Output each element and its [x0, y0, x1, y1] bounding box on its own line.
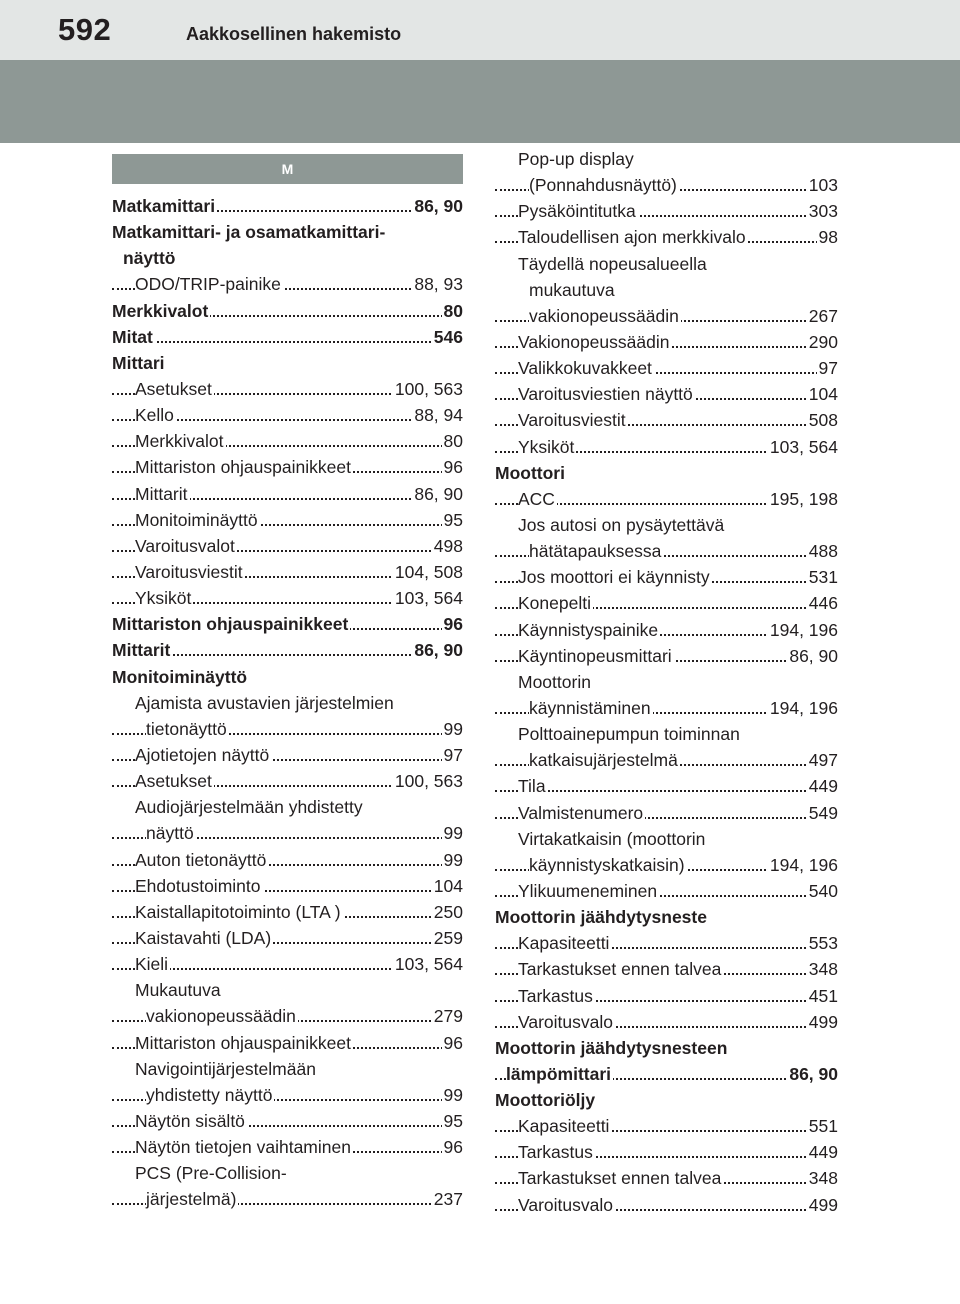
entry-term: Asetukset — [135, 768, 214, 794]
entry-pages: 96 — [442, 454, 463, 480]
entry-pages: 80 — [442, 298, 463, 324]
entry-term: Jos autosi on pysäytettävä — [518, 512, 726, 538]
entry-term: Matkamittari — [112, 193, 217, 219]
entry-term: Mittarit — [112, 637, 172, 663]
entry-pages: 499 — [807, 1192, 838, 1218]
index-entry — [112, 951, 463, 977]
entry-term: Kapasiteetti — [518, 1113, 611, 1139]
entry-pages: 104, 508 — [393, 559, 463, 585]
entry-pages: 97 — [817, 355, 838, 381]
entry-pages: 303 — [807, 198, 838, 224]
entry-term: Valikkokuvakkeet — [518, 355, 654, 381]
entry-term: käynnistäminen — [529, 695, 653, 721]
entry-pages: 86, 90 — [412, 481, 463, 507]
entry-term: Ehdotustoiminto — [135, 873, 263, 899]
index-entry — [495, 695, 838, 721]
index-entry — [112, 1134, 463, 1160]
index-entry — [495, 1035, 838, 1061]
entry-pages: 80 — [442, 428, 463, 454]
index-entry — [112, 925, 463, 951]
index-entry — [495, 329, 838, 355]
index-entry — [112, 219, 463, 245]
entry-term: Moottori — [495, 460, 567, 486]
index-entry — [112, 324, 463, 350]
index-entry — [495, 669, 838, 695]
entry-term: Polttoainepumpun toiminnan — [518, 721, 742, 747]
entry-term: Yksiköt — [135, 585, 193, 611]
index-entry — [112, 298, 463, 324]
entry-pages: 86, 90 — [412, 637, 463, 663]
entry-term: Moottorin jäähdytysneste — [495, 904, 709, 930]
index-entry — [112, 768, 463, 794]
index-entry — [495, 930, 838, 956]
index-entry — [495, 800, 838, 826]
entry-term: hätätapauksessa — [529, 538, 663, 564]
index-entry — [112, 977, 463, 1003]
index-entry — [495, 956, 838, 982]
entry-pages: 195, 198 — [768, 486, 838, 512]
index-entry — [112, 533, 463, 559]
entry-pages: 499 — [807, 1009, 838, 1035]
index-entry — [495, 590, 838, 616]
entry-term: Varoitusvalot — [135, 533, 237, 559]
entry-term: Virtakatkaisin (moottorin — [518, 826, 707, 852]
entry-term: Monitoiminäyttö — [135, 507, 260, 533]
entry-pages: 104 — [432, 873, 463, 899]
index-entry — [112, 507, 463, 533]
index-entry — [495, 747, 838, 773]
entry-pages: 531 — [807, 564, 838, 590]
entry-term: Mittariston ohjauspainikkeet — [135, 454, 353, 480]
entry-pages: 99 — [442, 820, 463, 846]
entry-term: Varoitusvalo — [518, 1009, 615, 1035]
index-entry — [112, 716, 463, 742]
index-entry — [112, 481, 463, 507]
entry-term: Näytön tietojen vaihtaminen — [135, 1134, 353, 1160]
entry-pages: 86, 90 — [412, 193, 463, 219]
entry-term: lämpömittari — [506, 1061, 613, 1087]
entry-term: ACC — [518, 486, 557, 512]
entry-term: Merkkivalot — [112, 298, 210, 324]
entry-term: Täydellä nopeusalueella — [518, 251, 709, 277]
entry-pages: 451 — [807, 983, 838, 1009]
entry-term: Audiojärjestelmään yhdistetty — [135, 794, 365, 820]
entry-pages: 446 — [807, 590, 838, 616]
entry-pages: 488 — [807, 538, 838, 564]
entry-term: käynnistyskatkaisin) — [529, 852, 687, 878]
index-entry — [495, 1061, 838, 1087]
index-entry — [495, 381, 838, 407]
page-number: 592 — [58, 12, 112, 47]
entry-pages: 540 — [807, 878, 838, 904]
entry-term: Pop-up display — [518, 146, 636, 172]
entry-pages: 99 — [442, 716, 463, 742]
index-entry — [112, 428, 463, 454]
index-entry — [495, 643, 838, 669]
index-entry — [495, 407, 838, 433]
index-entry — [112, 350, 463, 376]
entry-pages: 259 — [432, 925, 463, 951]
entry-term: Konepelti — [518, 590, 593, 616]
index-entry — [495, 1165, 838, 1191]
entry-term: yhdistetty näyttö — [146, 1082, 274, 1108]
page-header — [0, 0, 960, 60]
index-entry — [112, 847, 463, 873]
entry-term: Käynnistyspainike — [518, 617, 660, 643]
entry-term: PCS (Pre-Collision- — [135, 1160, 289, 1186]
index-entry — [112, 873, 463, 899]
entry-pages: 267 — [807, 303, 838, 329]
entry-term: Näytön sisältö — [135, 1108, 247, 1134]
index-entry — [112, 376, 463, 402]
entry-pages: 99 — [442, 847, 463, 873]
entry-pages: 100, 563 — [393, 376, 463, 402]
entry-pages: 250 — [432, 899, 463, 925]
header-band — [0, 60, 960, 143]
entry-pages: 96 — [442, 1134, 463, 1160]
index-entry — [495, 1113, 838, 1139]
entry-term: Varoitusviestien näyttö — [518, 381, 695, 407]
index-entry — [112, 1108, 463, 1134]
entry-pages: 237 — [432, 1186, 463, 1212]
index-entry — [495, 277, 838, 303]
section-title: Aakkosellinen hakemisto — [186, 24, 402, 44]
entry-pages: 86, 90 — [787, 643, 838, 669]
index-list-left — [112, 193, 463, 1212]
index-entry — [112, 1186, 463, 1212]
index-entry — [495, 460, 838, 486]
index-entry — [495, 852, 838, 878]
entry-pages: 95 — [442, 507, 463, 533]
index-entry — [495, 564, 838, 590]
index-entry — [112, 193, 463, 219]
entry-pages: 99 — [442, 1082, 463, 1108]
entry-pages: 549 — [807, 800, 838, 826]
entry-pages: 348 — [807, 1165, 838, 1191]
entry-pages: 508 — [807, 407, 838, 433]
index-entry — [495, 1009, 838, 1035]
entry-term: Moottorin — [518, 669, 593, 695]
index-entry — [112, 899, 463, 925]
entry-pages: 98 — [817, 224, 838, 250]
index-entry — [112, 1082, 463, 1108]
entry-pages: 88, 93 — [412, 271, 463, 297]
entry-term: Mitat — [112, 324, 155, 350]
entry-term: Ajotietojen näyttö — [135, 742, 271, 768]
entry-term: katkaisujärjestelmä — [529, 747, 680, 773]
index-entry — [112, 820, 463, 846]
entry-term: Tarkastukset ennen talvea — [518, 956, 723, 982]
entry-term: vakionopeussäädin — [146, 1003, 298, 1029]
entry-pages: 553 — [807, 930, 838, 956]
entry-term: Monitoiminäyttö — [112, 664, 249, 690]
index-entry — [112, 245, 463, 271]
letter-heading: M — [112, 154, 463, 184]
index-entry — [112, 611, 463, 637]
entry-pages: 551 — [807, 1113, 838, 1139]
entry-pages: 497 — [807, 747, 838, 773]
index-entry — [112, 1030, 463, 1056]
entry-term: näyttö — [146, 820, 196, 846]
index-entry — [495, 303, 838, 329]
entry-pages: 103, 564 — [393, 585, 463, 611]
entry-pages: 86, 90 — [787, 1061, 838, 1087]
entry-term: Moottorin jäähdytysnesteen — [495, 1035, 729, 1061]
entry-pages: 100, 563 — [393, 768, 463, 794]
index-entry — [495, 224, 838, 250]
entry-term: Valmistenumero — [518, 800, 645, 826]
entry-pages: 449 — [807, 1139, 838, 1165]
index-entry — [112, 690, 463, 716]
entry-term: Navigointijärjestelmään — [135, 1056, 318, 1082]
entry-pages: 498 — [432, 533, 463, 559]
index-entry — [112, 559, 463, 585]
entry-term: Merkkivalot — [135, 428, 226, 454]
index-entry — [495, 878, 838, 904]
index-entry — [495, 355, 838, 381]
entry-pages: 546 — [432, 324, 463, 350]
entry-term: Pysäköintitutka — [518, 198, 638, 224]
entry-term: Varoitusvalo — [518, 1192, 615, 1218]
entry-term: Moottoriöljy — [495, 1087, 597, 1113]
entry-term: Asetukset — [135, 376, 214, 402]
entry-term: Mittariston ohjauspainikkeet — [112, 611, 350, 637]
entry-term: tietonäyttö — [146, 716, 229, 742]
entry-term: Matkamittari- ja osamatkamittari- — [112, 219, 387, 245]
index-entry — [112, 402, 463, 428]
entry-term: Tarkastukset ennen talvea — [518, 1165, 723, 1191]
index-entry — [495, 198, 838, 224]
index-entry — [112, 585, 463, 611]
entry-pages: 104 — [807, 381, 838, 407]
index-entry — [495, 721, 838, 747]
entry-pages: 97 — [442, 742, 463, 768]
entry-term: Kello — [135, 402, 176, 428]
entry-pages: 103 — [807, 172, 838, 198]
entry-pages: 88, 94 — [412, 402, 463, 428]
index-entry — [495, 434, 838, 460]
entry-pages: 449 — [807, 773, 838, 799]
index-entry — [495, 172, 838, 198]
entry-term: näyttö — [123, 245, 178, 271]
index-entry — [495, 1192, 838, 1218]
index-entry — [495, 773, 838, 799]
index-entry — [495, 1087, 838, 1113]
entry-term: vakionopeussäädin — [529, 303, 681, 329]
entry-pages: 279 — [432, 1003, 463, 1029]
entry-term: Taloudellisen ajon merkkivalo — [518, 224, 748, 250]
entry-term: Tila — [518, 773, 548, 799]
index-entry — [495, 617, 838, 643]
entry-pages: 103, 564 — [393, 951, 463, 977]
entry-pages: 95 — [442, 1108, 463, 1134]
index-entry — [495, 1139, 838, 1165]
entry-term: (Ponnahdusnäyttö) — [529, 172, 679, 198]
index-entry — [112, 271, 463, 297]
entry-pages: 194, 196 — [768, 695, 838, 721]
entry-term: Yksiköt — [518, 434, 576, 460]
entry-pages: 290 — [807, 329, 838, 355]
entry-term: Varoitusviestit — [135, 559, 245, 585]
entry-term: Kaistavahti (LDA) — [135, 925, 273, 951]
entry-pages: 194, 196 — [768, 617, 838, 643]
index-entry — [495, 904, 838, 930]
index-entry — [495, 538, 838, 564]
index-entry — [112, 454, 463, 480]
entry-pages: 348 — [807, 956, 838, 982]
index-entry — [112, 1003, 463, 1029]
entry-term: järjestelmä) — [146, 1186, 238, 1212]
entry-term: Mukautuva — [135, 977, 223, 1003]
entry-pages: 96 — [442, 1030, 463, 1056]
index-list-right — [495, 146, 838, 1218]
entry-term: Mittarit — [135, 481, 190, 507]
entry-term: Tarkastus — [518, 983, 595, 1009]
index-entry — [495, 512, 838, 538]
entry-term: mukautuva — [529, 277, 617, 303]
index-entry — [112, 1056, 463, 1082]
entry-term: Ylikuumeneminen — [518, 878, 659, 904]
entry-term: Käyntinopeusmittari — [518, 643, 674, 669]
entry-pages: 96 — [442, 611, 463, 637]
entry-pages: 194, 196 — [768, 852, 838, 878]
entry-term: ODO/TRIP-painike — [135, 271, 283, 297]
entry-term: Mittariston ohjauspainikkeet — [135, 1030, 353, 1056]
index-entry — [495, 826, 838, 852]
index-entry — [495, 251, 838, 277]
index-entry — [112, 794, 463, 820]
entry-term: Kaistallapitotoiminto (LTA ) — [135, 899, 343, 925]
entry-term: Kieli — [135, 951, 170, 977]
entry-term: Mittari — [112, 350, 167, 376]
index-entry — [112, 742, 463, 768]
entry-pages: 103, 564 — [768, 434, 838, 460]
entry-term: Jos moottori ei käynnisty — [518, 564, 712, 590]
index-entry — [495, 486, 838, 512]
entry-term: Vakionopeussäädin — [518, 329, 671, 355]
index-entry — [495, 983, 838, 1009]
entry-term: Kapasiteetti — [518, 930, 611, 956]
index-entry — [495, 146, 838, 172]
index-entry — [112, 1160, 463, 1186]
entry-term: Tarkastus — [518, 1139, 595, 1165]
entry-term: Varoitusviestit — [518, 407, 628, 433]
entry-term: Auton tietonäyttö — [135, 847, 268, 873]
index-entry — [112, 664, 463, 690]
index-entry — [112, 637, 463, 663]
entry-term: Ajamista avustavien järjestelmien — [135, 690, 396, 716]
